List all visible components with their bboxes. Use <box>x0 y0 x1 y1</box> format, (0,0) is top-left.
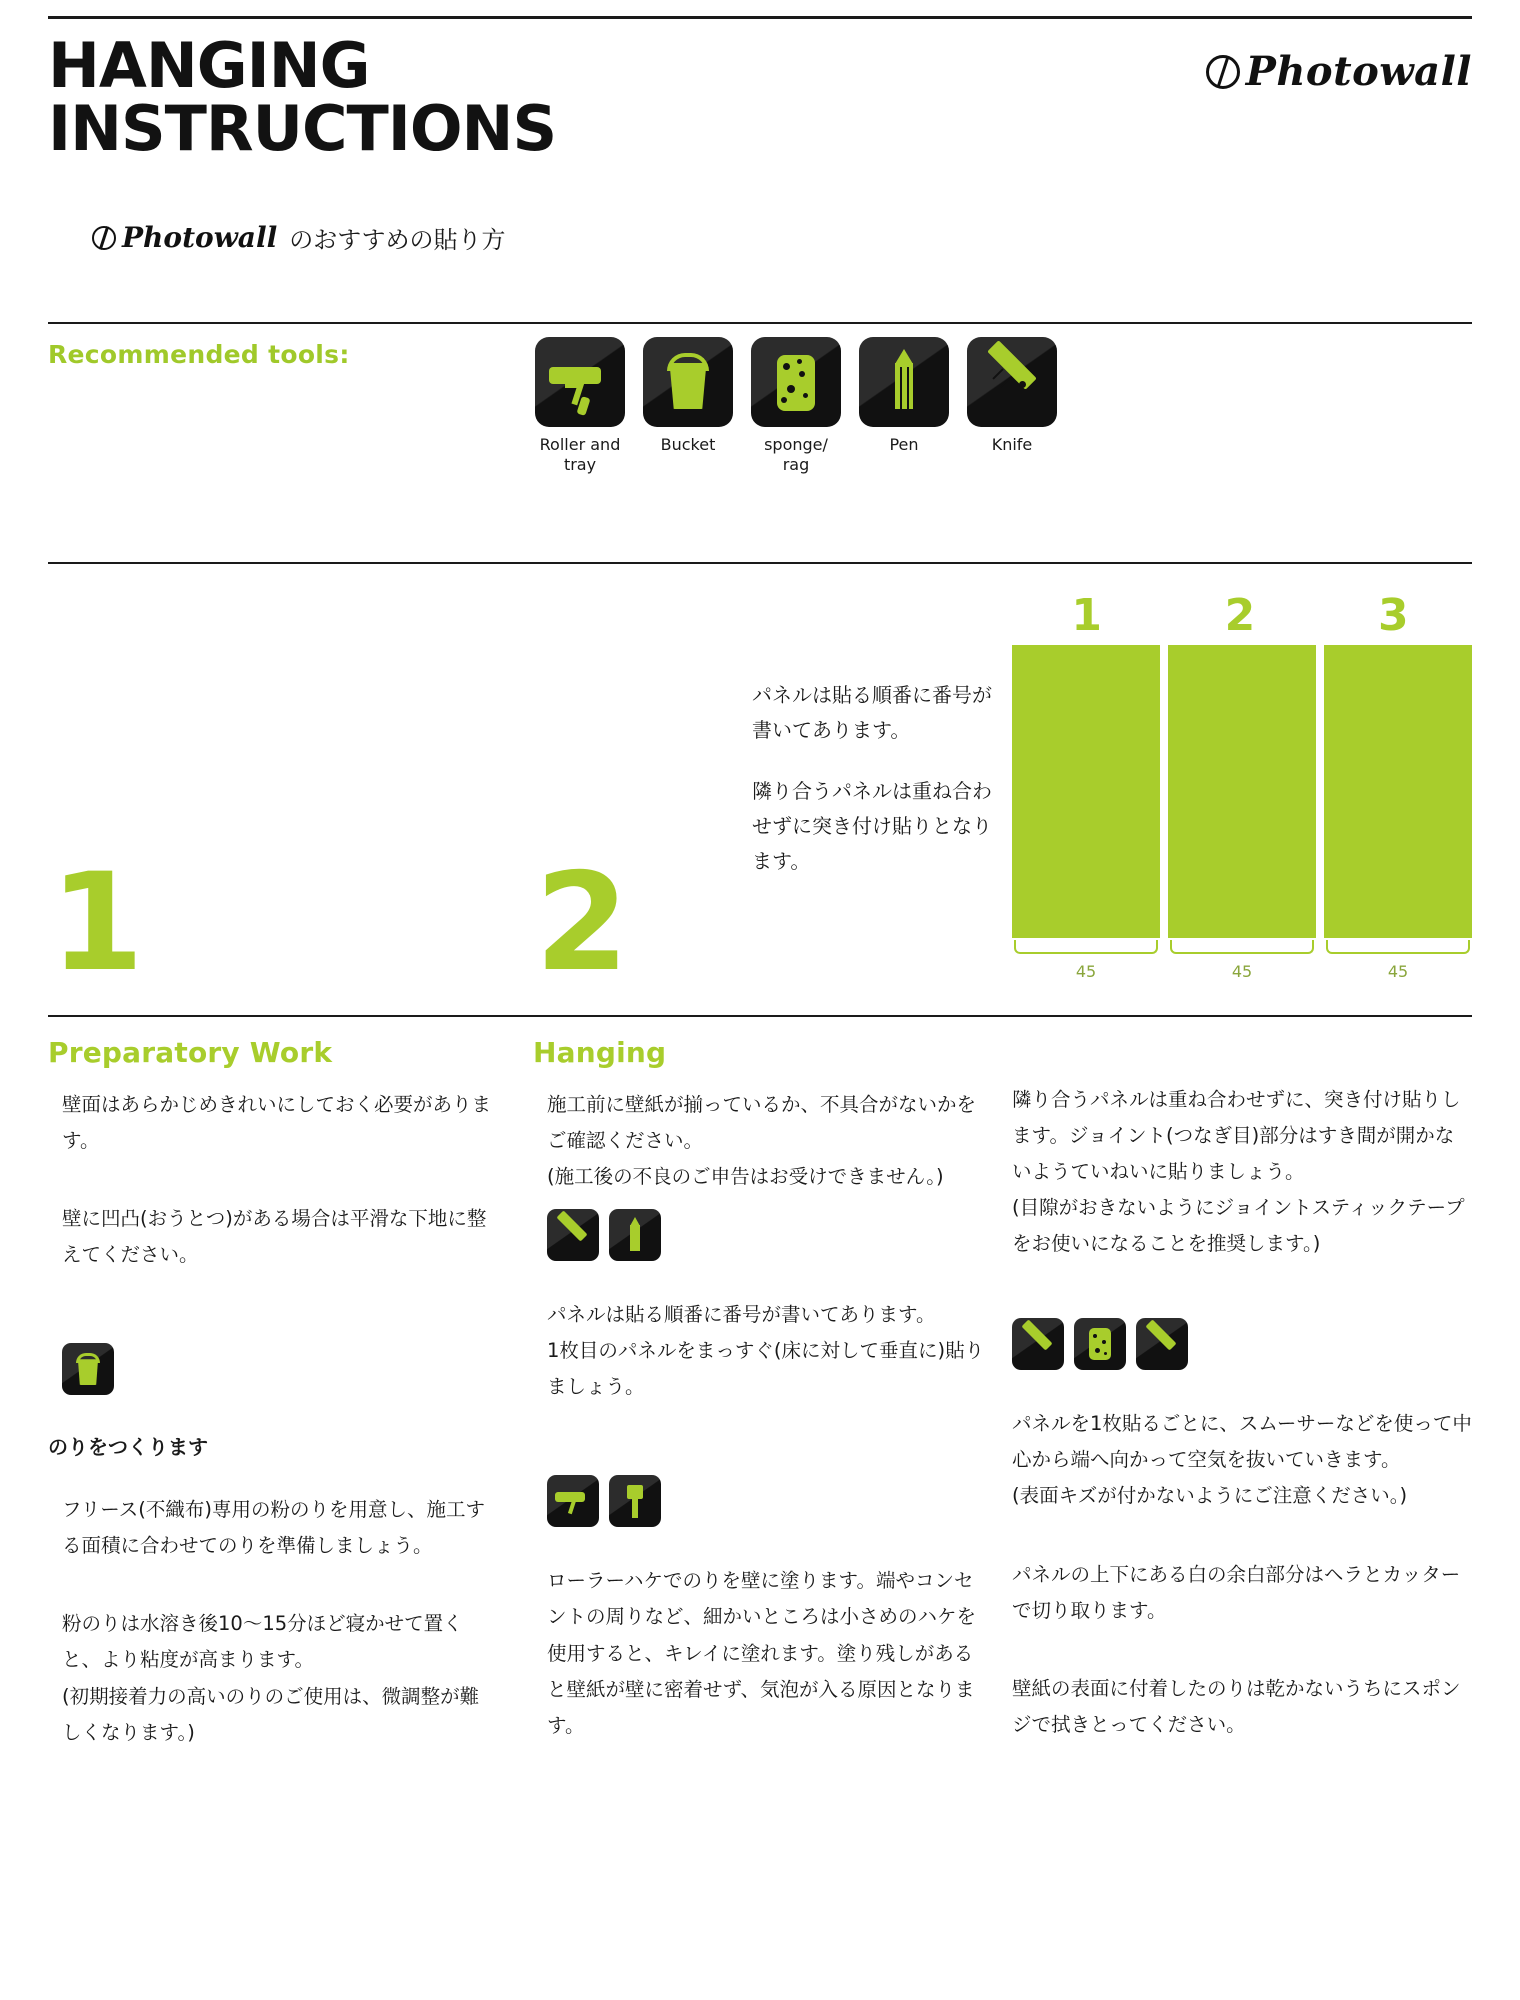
panel-note-1: パネルは貼る順番に番号が書いてあります。 <box>752 683 992 742</box>
prep-paragraph-5: (初期接着力の高いのりのご使用は、微調整が難しくなります。) <box>62 1684 480 1744</box>
column-heading: Hanging <box>533 1036 667 1069</box>
tool-pen <box>859 337 949 475</box>
joining-paragraph-3: パネルを1枚貼るごとに、スムーサーなどを使って中心から端へ向かって空気を抜いていきます。 <box>1012 1412 1472 1472</box>
hanging-paragraph-2: (施工後の不良のご申告はお受けできません。) <box>547 1165 944 1189</box>
panel <box>1012 645 1160 938</box>
panel-note <box>752 678 1007 905</box>
brush-icon <box>609 1475 661 1527</box>
joining-paragraph-4: (表面キズが付かないようにご注意ください。) <box>1012 1484 1408 1508</box>
tool-caption: Pen <box>889 435 919 454</box>
roller-icon <box>547 1475 599 1527</box>
prep-paragraph-3: フリース(不織布)専用の粉のりを用意し、施工する面積に合わせてのりを準備しましょう。 <box>62 1498 485 1558</box>
joining-paragraph-6: 壁紙の表面に付着したのりは乾かないうちにスポンジで拭きとってください。 <box>1012 1676 1461 1736</box>
tool-caption: Bucket <box>660 435 716 454</box>
pen-icon <box>859 337 949 427</box>
knife-icon <box>967 337 1057 427</box>
panel-note-2: 隣り合うパネルは重ね合わせずに突き付け貼りとなります。 <box>752 779 992 873</box>
joining-paragraph-5: パネルの上下にある白の余白部分はヘラとカッターで切り取ります。 <box>1012 1562 1461 1622</box>
panel-number: 2 <box>1224 590 1256 641</box>
column-hanging <box>533 1036 988 1744</box>
hanging-paragraph-1: 施工前に壁紙が揃っているか、不具合がないかをご確認ください。 <box>547 1093 977 1153</box>
panel-measure: 45 <box>1324 940 1472 981</box>
tools-divider-top <box>48 322 1472 324</box>
brand-name: Photowall <box>1245 48 1472 95</box>
panel-measure: 45 <box>1168 940 1316 981</box>
bucket-icon <box>62 1343 114 1395</box>
panel <box>1168 645 1316 938</box>
step-number-2: 2 <box>535 844 626 1001</box>
knife-icon <box>1136 1318 1188 1370</box>
header-divider <box>48 16 1472 19</box>
panel <box>1324 645 1472 938</box>
joining-paragraph-1: 隣り合うパネルは重ね合わせずに、突き付け貼りします。ジョイント(つなぎ目)部分はすき間が開かないようていねいに貼りましょう。 <box>1012 1088 1461 1184</box>
subtitle-text: のおすすめの貼り方 <box>289 226 506 254</box>
sponge-icon <box>1074 1318 1126 1370</box>
tool-knife <box>967 337 1057 475</box>
photowall-logo-mark <box>1206 55 1240 89</box>
tools-divider-bottom <box>48 562 1472 564</box>
prep-subheading: のりをつくります <box>48 1435 208 1460</box>
joining-icons-row <box>1012 1318 1472 1370</box>
panel-numbers <box>1010 590 1470 641</box>
hanging-paragraph-3: パネルは貼る順番に番号が書いてあります。 <box>547 1303 936 1327</box>
prep-paragraph-2: 壁に凹凸(おうとつ)がある場合は平滑な下地に整えてください。 <box>62 1207 487 1267</box>
prep-paragraph-1: 壁面はあらかじめきれいにしておく必要があります。 <box>62 1093 492 1153</box>
panel-diagram <box>1012 645 1472 938</box>
tool-sponge <box>751 337 841 475</box>
panel-number: 3 <box>1378 590 1409 641</box>
panel-number: 1 <box>1071 590 1102 641</box>
panel-measure: 45 <box>1012 940 1160 981</box>
tool-roller <box>535 337 625 475</box>
joining-paragraph-2: (目隙がおきないようにジョイントスティックテープをお使いになることを推奨します。) <box>1012 1196 1465 1256</box>
knife-icon <box>1012 1318 1064 1370</box>
prep-icons <box>62 1343 498 1395</box>
hanging-paragraph-5: ローラーハケでのりを壁に塗ります。端やコンセントの周りなど、細かいところは小さめのハケを使用すると、キレイに塗れます。塗り残しがあると壁紙が壁に密着せず、気泡が入る原因となります。 <box>547 1569 977 1737</box>
panel-measurements <box>1012 940 1472 981</box>
brand-name-small: Photowall <box>122 221 278 254</box>
title-line-2: INSTRUCTIONS <box>48 92 557 166</box>
bucket-icon <box>643 337 733 427</box>
tool-caption: sponge/ rag <box>764 435 828 474</box>
column-joining <box>1012 1036 1472 1743</box>
title-line-1: HANGING <box>48 29 370 102</box>
hanging-paragraph-4: 1枚目のパネルをまっすぐ(床に対して垂直に)貼りましょう。 <box>547 1339 985 1399</box>
photowall-logo-mark-small <box>92 226 116 250</box>
brand-logo <box>1202 48 1472 95</box>
knife-icon <box>547 1209 599 1261</box>
column-preparatory-work <box>48 1036 498 1751</box>
document-header <box>48 29 1472 166</box>
sponge-icon <box>751 337 841 427</box>
tool-bucket <box>643 337 733 475</box>
roller-icon <box>535 337 625 427</box>
hanging-icons-row-1 <box>547 1209 988 1261</box>
prep-paragraph-4: 粉のりは水溶き後10〜15分ほど寝かせて置くと、より粘度が高まります。 <box>62 1612 463 1672</box>
step-number-1: 1 <box>50 844 141 1001</box>
columns-divider <box>48 1015 1472 1017</box>
tool-caption: Knife <box>991 435 1033 454</box>
tools-row <box>535 337 1057 475</box>
recommended-tools-label: Recommended tools: <box>48 340 350 369</box>
tool-caption: Roller and tray <box>539 435 621 474</box>
hanging-icons-row-2 <box>547 1475 988 1527</box>
pen-icon <box>609 1209 661 1261</box>
subtitle-line <box>92 220 505 255</box>
column-heading: Preparatory Work <box>48 1036 333 1069</box>
